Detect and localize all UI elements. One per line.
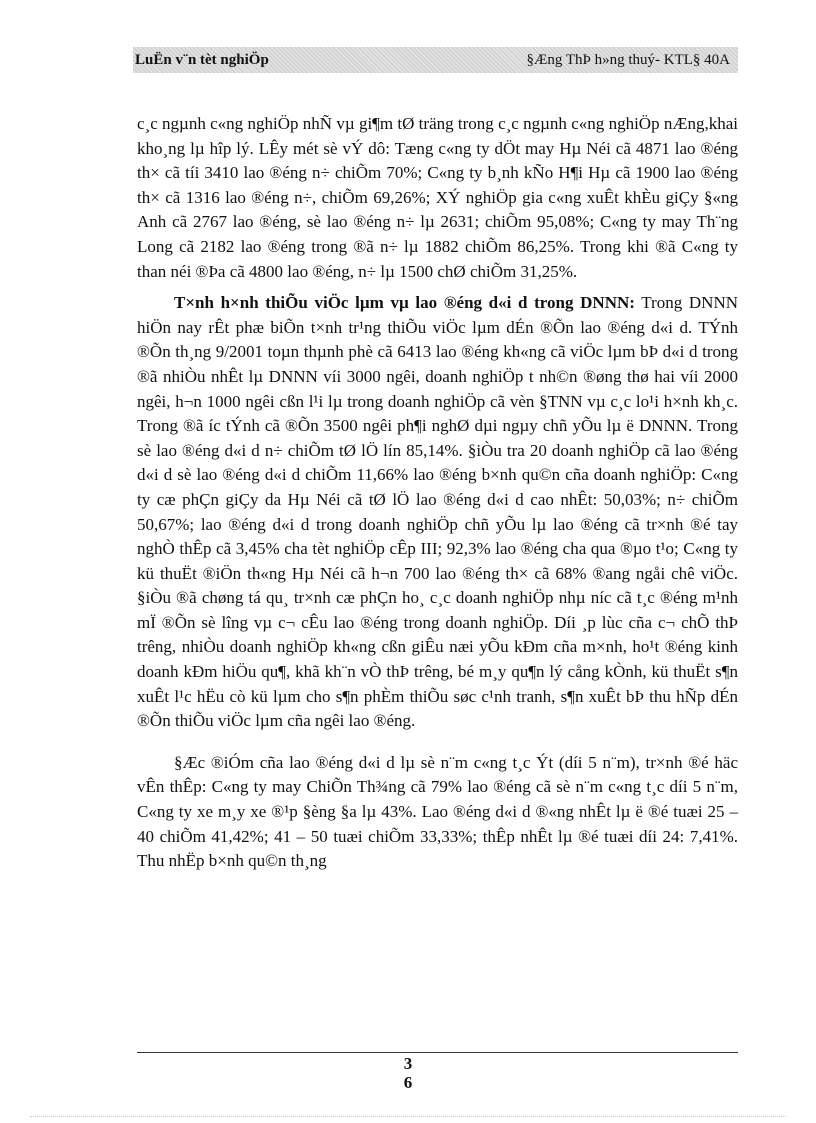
paragraph-1-text: c¸c ngµnh c«ng nghiÖp nhÑ vµ gi¶m tØ träng trong c¸c ngµnh c«ng nghiÖp nÆng,khai kho¸ng lµ hîp lý. LÊy mét sè vÝ dô: Tæng c«ng ty dÖt may Hµ Néi cã 4871 lao ®éng th× cã tíi 3410 lao ®éng n÷ chiÕm 70%; C«ng ty b¸nh kÑo H¶i Hµ cã 1900 lao ®éng th× cã 1316 lao ®éng n÷, chiÕm 69,26%; XÝ nghiÖp gia c«ng xuÊt khÈu giÇy §«ng Anh cã 2767 lao ®éng, sè lao ®éng n÷ lµ 2631; chiÕm 95,08%; C«ng ty may Th¨ng Long cã 2182 lao ®éng trong ®ã n÷ lµ 1882 chiÕm 86,25%. Trong khi ®ã C«ng ty than néi ®Þa cã 4800 lao ®éng, n÷ lµ 1500 chØ chiÕm 31,25%. bbox=[137, 114, 738, 281]
main-text bbox=[137, 112, 738, 874]
page-bottom-dotted-border bbox=[30, 1116, 786, 1117]
header-author: §Æng ThÞ h»ng thuý- KTL§ 40A bbox=[526, 51, 730, 68]
paragraph-2-lead: T×nh h×nh thiÕu viÖc lµm vµ lao ®éng d«i d trong DNNN: bbox=[174, 293, 635, 313]
paragraph-1 bbox=[137, 112, 738, 284]
header-thesis-title: LuËn v¨n tèt nghiÖp bbox=[135, 51, 269, 68]
running-header bbox=[133, 47, 738, 73]
footer-rule bbox=[137, 1052, 738, 1053]
paragraph-2 bbox=[137, 291, 738, 734]
page-number-line-2: 6 bbox=[403, 1073, 413, 1092]
paragraph-3-text: §Æc ®iÓm cña lao ®éng d«i d lµ sè n¨m c«ng t¸c Ýt (díi 5 n¨m), tr×nh ®é häc vÊn thÊp: C«ng ty may ChiÕn Th¾ng cã 79% lao ®éng cã sè n¨m c«ng t¸c díi 5 n¨m, C«ng ty xe m¸y xe ®¹p §èng §a lµ 43%. Lao ®éng d«i d ®«ng nhÊt lµ ë ®é tuæi 25 – 40 chiÕm 41,42%; 41 – 50 tuæi chiÕm 33,33%; thÊp nhÊt lµ ®é tuæi díi 24: 7,41%. Thu nhËp b×nh qu©n th¸ng bbox=[137, 752, 738, 871]
paragraph-3 bbox=[137, 751, 738, 874]
page-number-line-1: 3 bbox=[403, 1054, 413, 1073]
paragraph-2-text: Trong DNNN hiÖn nay rÊt phæ biÕn t×nh tr¹ng thiÕu viÖc lµm dÉn ®Õn lao ®éng d«i d. TÝnh ®Õn th¸ng 9/2001 toµn thµnh phè cã 6413 lao ®éng kh«ng cã viÖc lµm bÞ d«i d trong ®ã nhiÒu nhÊt lµ DNNN víi 3000 ngêi, doanh nghiÖp t nh©n ®øng thø hai víi 2000 ngêi, h¬n 1000 ngêi cßn l¹i lµ trong doanh nghiÖp cã vèn §TNN vµ c¸c lo¹i h×nh kh¸c. Trong ®ã íc tÝnh cã ®Õn 3500 ngêi ph¶i nghØ dµi ngµy chñ yÕu lµ ë DNNN. Trong sè lao ®éng d«i d n÷ chiÕm tØ lÖ lín 85,14%. §iÒu tra 20 doanh nghiÖp cã lao ®éng d«i d sè lao ®éng d«i d chiÕm 11,66% lao ®éng b×nh qu©n cña doanh nghiÖp: C«ng ty cæ phÇn giÇy da Hµ Néi cã tØ lÖ lao ®éng d«i d cao nhÊt: 50,03%; n÷ chiÕm 50,67%; lao ®éng d«i d trong doanh nghiÖp chñ yÕu lµ lao ®éng cã tr×nh ®é tay nghÒ thÊp cã 3,45% cha tèt nghiÖp cÊp III; 92,3% lao ®éng cha qua ®µo t¹o; C«ng ty kü thuËt ®iÖn th«ng Hµ Néi cã h¬n 700 lao ®éng th× cã 68% ®ang ngåi chê viÖc. §iÒu ®ã chøng tá qu¸ tr×nh cæ phÇn ho¸ c¸c doanh nghiÖp nhµ níc cã t¸c ®éng m¹nh mÏ ®Õn sè lîng vµ c¬ cÊu lao ®éng trong doanh nghiÖp. Díi ¸p lùc cña c¬ chÕ thÞ trêng, nhiÒu doanh nghiÖp kh«ng cßn giÊu næi yÕu kÐm cña m×nh, ho¹t ®éng kinh doanh kÐm hiÖu qu¶, khã kh¨n vÒ thÞ trêng, bé m¸y qu¶n lý cång kÒnh, kü thuËt s¶n xuÊt l¹c hËu cò kü lµm cho s¶n phÈm thiÕu søc c¹nh tranh, s¶n xuÊt bÞ thu hÑp dÉn ®Õn thiÕu viÖc lµm cña ngêi lao ®éng. bbox=[137, 293, 738, 731]
